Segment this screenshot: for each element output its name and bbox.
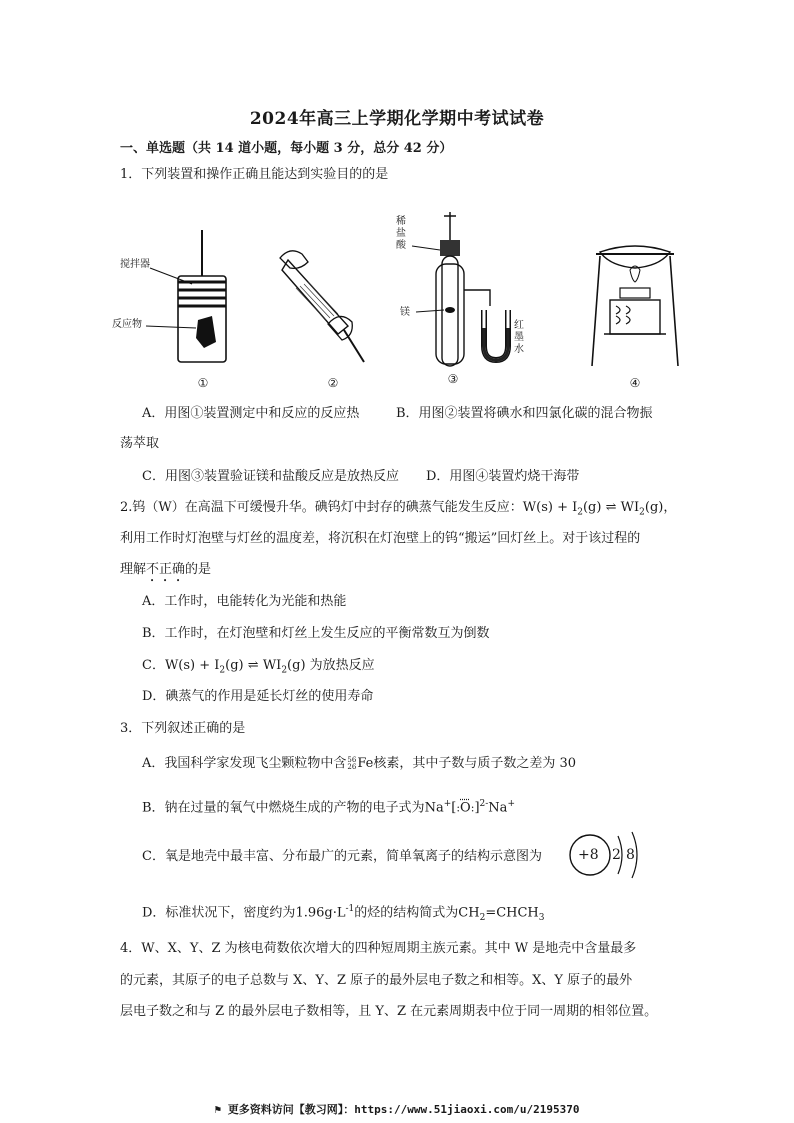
na-symbol-1: Na [424,800,444,816]
acid-char-2: 盐 [396,228,406,239]
flag-icon: ⚑ [214,1103,222,1116]
q2-sub-i2: 2 [577,507,583,518]
q2-option-b: B．工作时，在灯泡壁和灯丝上发生反应的平衡常数互为倒数 [142,626,490,641]
q1-option-d: D．用图④装置灼烧干海带 [426,469,580,484]
q2-emphasis: 不正确 [146,562,186,577]
q1-option-b-cont: 荡萃取 [120,436,160,451]
q3d-text-a: D．标准状况下，密度约为 [142,905,296,921]
electron-shell-2: 8 [626,847,635,863]
figure-4-burner [590,240,680,390]
fe-atomic-number: 26 [347,762,357,771]
electron-dots-icon: : [470,801,475,815]
acid-char-3: 酸 [396,240,406,251]
q3d-text-b: 的烃的结构简式为 [354,905,459,921]
formula-sub-2: 3 [538,912,545,923]
dilute-hcl-label [396,216,406,252]
q2c-sub-i2: 2 [219,665,226,676]
q2-text-understand: 理解 [120,562,147,577]
figure-1-calorimeter [112,230,240,390]
footer-link[interactable] [0,1101,794,1117]
q2-option-c [142,657,375,680]
q3a-text-end: 核素，其中子数与质子数之差为 30 [373,756,577,771]
formula-part-2: =CHCH [485,905,539,921]
fe-mass-number: 56 [347,755,357,764]
page-title: 2024年高三上学期化学期中考试试卷 [249,109,545,129]
acid-char-1: 稀 [396,216,406,227]
q2-text-c: WI [620,500,640,515]
q3-option-b [142,795,515,817]
figure-3-number: ③ [447,372,459,386]
q3-option-d [142,900,545,927]
oxide-ion-diagram [568,828,648,882]
ink-char-2: 墨 [514,332,524,343]
q4-line-1: 4．W、X、Y、Z 为核电荷数依次增大的四种短周期主族元素。其中 W 是地壳中含量最多 [120,941,637,956]
fe-symbol: Fe [357,756,374,771]
q1-option-c: C．用图③装置验证镁和盐酸反应是放热反应 [142,469,399,484]
equilibrium-arrow-icon: ⇌ [247,658,259,673]
ink-char-3: 水 [514,344,524,355]
na-charge-1: + [443,799,452,809]
q1-figures [112,210,680,395]
q2-line-2: 利用工作时灯泡壁与灯丝的温度差，将沉积在灯泡壁上的钨“搬运”回灯丝上。对于该过程的 [120,531,641,546]
figure-2-funnel [260,240,370,390]
formula-sub-1: 2 [479,912,486,923]
nucleus-charge: +8 [578,847,599,863]
q2-sub-wi2: 2 [639,507,645,518]
q2c-text-d: (g) 为放热反应 [287,658,375,673]
q2c-sub-wi2: 2 [281,665,288,676]
q2-text-d: (g)， [644,500,677,515]
figure-3-u-tube [382,210,524,386]
figure-1-number: ① [197,376,209,390]
stirrer-label: 搅拌器 [120,259,150,270]
oxide-charge: 2- [479,799,489,809]
q2-text-a: 2.钨（W）在高温下可缓慢升华。碘钨灯中封存的碘蒸气能发生反应：W(s) + I [120,500,578,515]
q3-stem: 3．下列叙述正确的是 [120,721,246,736]
magnesium-label: 镁 [400,307,410,318]
q3-option-c: C．氧是地壳中最丰富、分布最广的元素，简单氧离子的结构示意图为 [142,849,542,864]
q2c-text-a: C．W(s) + I [142,658,220,673]
red-ink-label [514,320,524,356]
formula-part-1: CH [458,905,480,921]
q2-line-3 [120,561,211,585]
q4-line-3: 层电子数之和与 Z 的最外层电子数相等，且 Y、Z 在元素周期表中位于同一周期的相邻位置。 [120,1004,658,1019]
bracket-right-icon: ] [474,800,480,816]
equilibrium-arrow-icon: ⇌ [605,500,617,515]
q2-text-end: 的是 [185,562,212,577]
q3b-text: B．钠在过量的氧气中燃烧生成的产物的电子式为 [142,800,425,816]
q2-option-a: A．工作时，电能转化为光能和热能 [142,594,347,609]
fe-nuclide [347,757,356,771]
q2-option-d: D．碘蒸气的作用是延长灯丝的使用寿命 [142,689,374,704]
density-value: 1.96g·L [295,905,346,921]
bracket-left-icon: [ [451,800,457,816]
electron-shell-1: 2 [612,847,621,863]
q2-text-b: (g) [582,500,602,515]
footer-text: 更多资料访问【教习网】：https://www.51jiaoxi.com/u/2195370 [227,1103,580,1116]
q2-line-1 [120,499,676,522]
figure-4-number: ④ [629,376,641,390]
figure-2-number: ② [327,376,339,390]
na-symbol-2: Na [488,800,508,816]
q3a-text: A．我国科学家发现飞尘颗粒物中含 [142,756,347,771]
q4-line-2: 的元素，其原子的电子总数与 X、Y、Z 原子的最外层电子数之和相等。X、Y 原子的最外 [120,973,633,988]
section-heading: 一、单选题（共 14 道小题，每小题 3 分，总分 42 分） [120,141,453,156]
q1-option-a: A．用图①装置测定中和反应的反应热 [142,406,360,421]
na-charge-2: + [507,799,515,809]
oxygen-symbol: O [460,800,471,816]
q2c-text-b: (g) [225,658,244,673]
q2c-text-c: WI [262,658,282,673]
q1-option-b: B．用图②装置将碘水和四氯化碳的混合物振 [396,406,653,421]
ink-char-1: 红 [514,320,524,331]
electron-dots-icon: : [456,801,461,815]
density-exponent: -1 [345,904,355,914]
q1-stem: 1．下列装置和操作正确且能达到实验目的的是 [120,167,389,182]
q3-option-a [142,755,576,773]
reactant-label: 反应物 [112,319,142,330]
